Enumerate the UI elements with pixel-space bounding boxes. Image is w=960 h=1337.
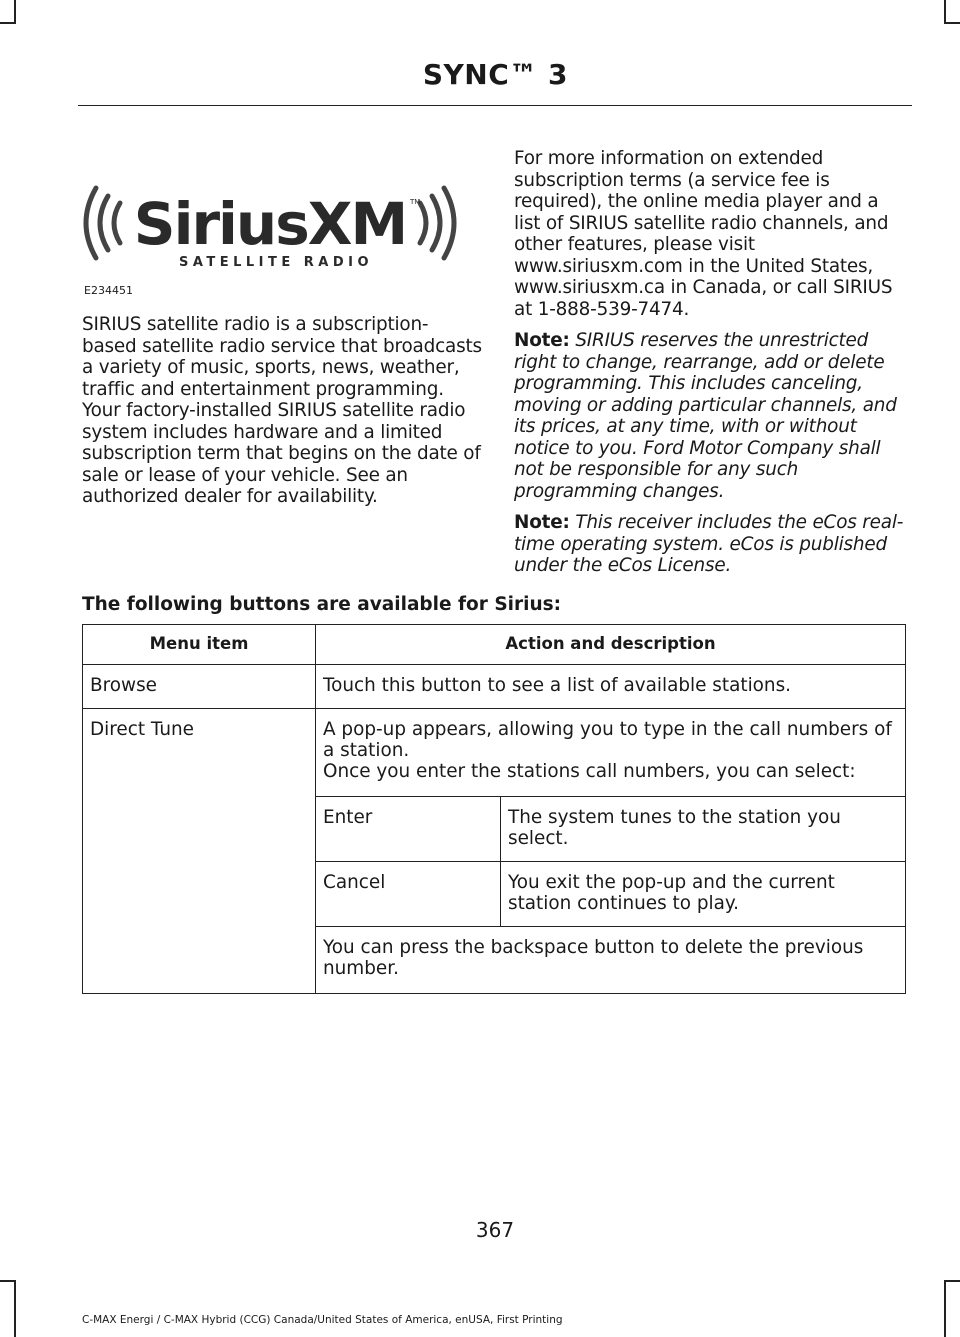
note-text: SIRIUS reserves the unrestricted right to change, rearrange, add or delete programming. This includes canceling, moving or adding particular channels, and its prices, at any time, with or without notice to you. Ford Motor Company shall not be responsible for any such programming changes. [514, 330, 897, 502]
crop-mark [944, 1280, 946, 1337]
header-divider [78, 105, 912, 106]
note-2 [514, 512, 909, 577]
crop-mark [0, 1280, 16, 1282]
sub-table [316, 796, 905, 993]
left-column [82, 168, 482, 508]
table-header-row [83, 625, 906, 665]
svg-text:TM: TM [410, 198, 421, 206]
info-paragraph: For more information on extended subscription terms (a service fee is required), the online media player and a list of SIRIUS satellite radio channels, and other features, please visit www.siriusxm.com in the United States, www.siriusxm.ca in Canada, or call SIRIUS at 1-888-539-7474. [514, 148, 893, 320]
action-cell: Touch this button to see a list of available stations. [316, 665, 906, 709]
sub-action-cell: You exit the pop-up and the current station continues to play. [501, 862, 906, 927]
crop-mark [14, 1280, 16, 1337]
siriusxm-logo [82, 168, 482, 296]
note-label: Note: [514, 512, 570, 533]
note-text: This receiver includes the eCos real-time operating system. eCos is published under the eCos License. [514, 512, 904, 576]
note-label: Note: [514, 330, 570, 351]
siriusxm-logo-icon [82, 168, 482, 278]
action-line: A pop-up appears, allowing you to type in the call numbers of a station. [323, 719, 892, 761]
crop-mark [14, 0, 16, 24]
table-row [83, 665, 906, 709]
page-number: 367 [475, 1218, 515, 1242]
sub-item-cell: Enter [316, 797, 501, 862]
crop-mark [944, 22, 960, 24]
buttons-table [82, 624, 906, 994]
footer-text: C-MAX Energi / C-MAX Hybrid (CCG) Canada/United States of America, enUSA, First Printing [82, 1314, 563, 1326]
svg-text:SiriusXM: SiriusXM [133, 190, 407, 258]
action-line: Once you enter the stations call numbers, you can select: [323, 761, 856, 782]
intro-paragraph: SIRIUS satellite radio is a subscription-based satellite radio service that broadcasts a variety of music, sports, news, weather, traffic and entertainment programming. Your factory-installed SIRIUS satellite radio system includes hardware and a limited subscription term that begins on the date of sale or lease of your vehicle. See an authorized dealer for availability. [82, 314, 482, 507]
crop-mark [944, 1280, 960, 1282]
sub-table-row [316, 927, 905, 994]
column-header: Action and description [316, 625, 906, 665]
action-text [316, 709, 905, 782]
sub-item-cell: Cancel [316, 862, 501, 927]
note-1 [514, 330, 909, 502]
svg-text:SATELLITE RADIO: SATELLITE RADIO [178, 255, 374, 270]
column-header: Menu item [83, 625, 316, 665]
crop-mark [0, 22, 16, 24]
sub-table-row [316, 862, 905, 927]
sub-table-row [316, 797, 905, 862]
action-cell [316, 709, 906, 994]
sub-action-cell: The system tunes to the station you select. [501, 797, 906, 862]
crop-mark [944, 0, 946, 24]
sub-footer-cell: You can press the backspace button to delete the previous number. [316, 927, 905, 994]
table-row [83, 709, 906, 994]
menu-item-cell: Direct Tune [83, 709, 316, 994]
right-column [514, 148, 909, 587]
image-id: E234451 [84, 284, 133, 297]
section-title: The following buttons are available for Sirius: [82, 594, 562, 615]
page-title: SYNC™ 3 [422, 58, 568, 91]
menu-item-cell: Browse [83, 665, 316, 709]
